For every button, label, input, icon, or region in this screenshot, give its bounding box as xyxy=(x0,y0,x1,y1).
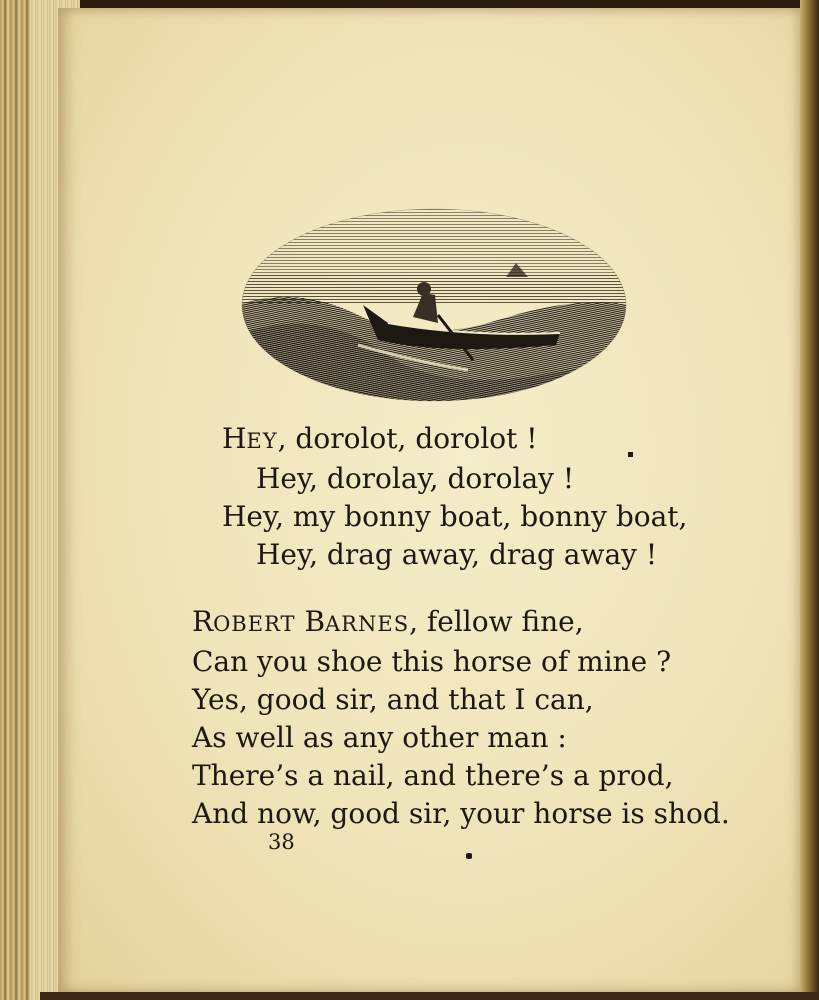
verse1-line1 xyxy=(222,420,742,460)
verse-hey-dorolot xyxy=(222,420,742,574)
small-caps-text: EY xyxy=(246,429,278,453)
page-number: 38 xyxy=(268,830,295,854)
small-caps-text: ARNES xyxy=(325,612,410,636)
drop-initial: B xyxy=(304,605,326,638)
drop-initial: R xyxy=(192,605,214,638)
ink-speck xyxy=(628,452,633,457)
ink-speck xyxy=(466,853,472,859)
verse2-line6: And now, good sir, your horse is shod. xyxy=(192,797,730,830)
verse2-line1 xyxy=(192,603,752,643)
verse2-line3: Yes, good sir, and that I can, xyxy=(192,683,594,716)
verse2-line5: There’s a nail, and there’s a prod, xyxy=(192,759,674,792)
boat-woodcut-illustration xyxy=(238,205,630,405)
verse-robert-barnes xyxy=(192,603,752,833)
book-right-edge xyxy=(800,0,819,1000)
verse-text: , dorolot, dorolot ! xyxy=(277,422,538,455)
verse2-line4: As well as any other man : xyxy=(192,721,567,754)
small-caps-text: OBERT xyxy=(213,612,296,636)
verse-text: , fellow fine, xyxy=(409,605,584,638)
verse1-line3: Hey, my bonny boat, bonny boat, xyxy=(222,500,688,533)
book-bottom-edge xyxy=(40,992,819,1000)
verse1-line2: Hey, dorolay, dorolay ! xyxy=(256,462,575,495)
verse1-line4: Hey, drag away, drag away ! xyxy=(256,538,658,571)
verse2-line2: Can you shoe this horse of mine ? xyxy=(192,645,672,678)
drop-initial: H xyxy=(222,422,247,455)
